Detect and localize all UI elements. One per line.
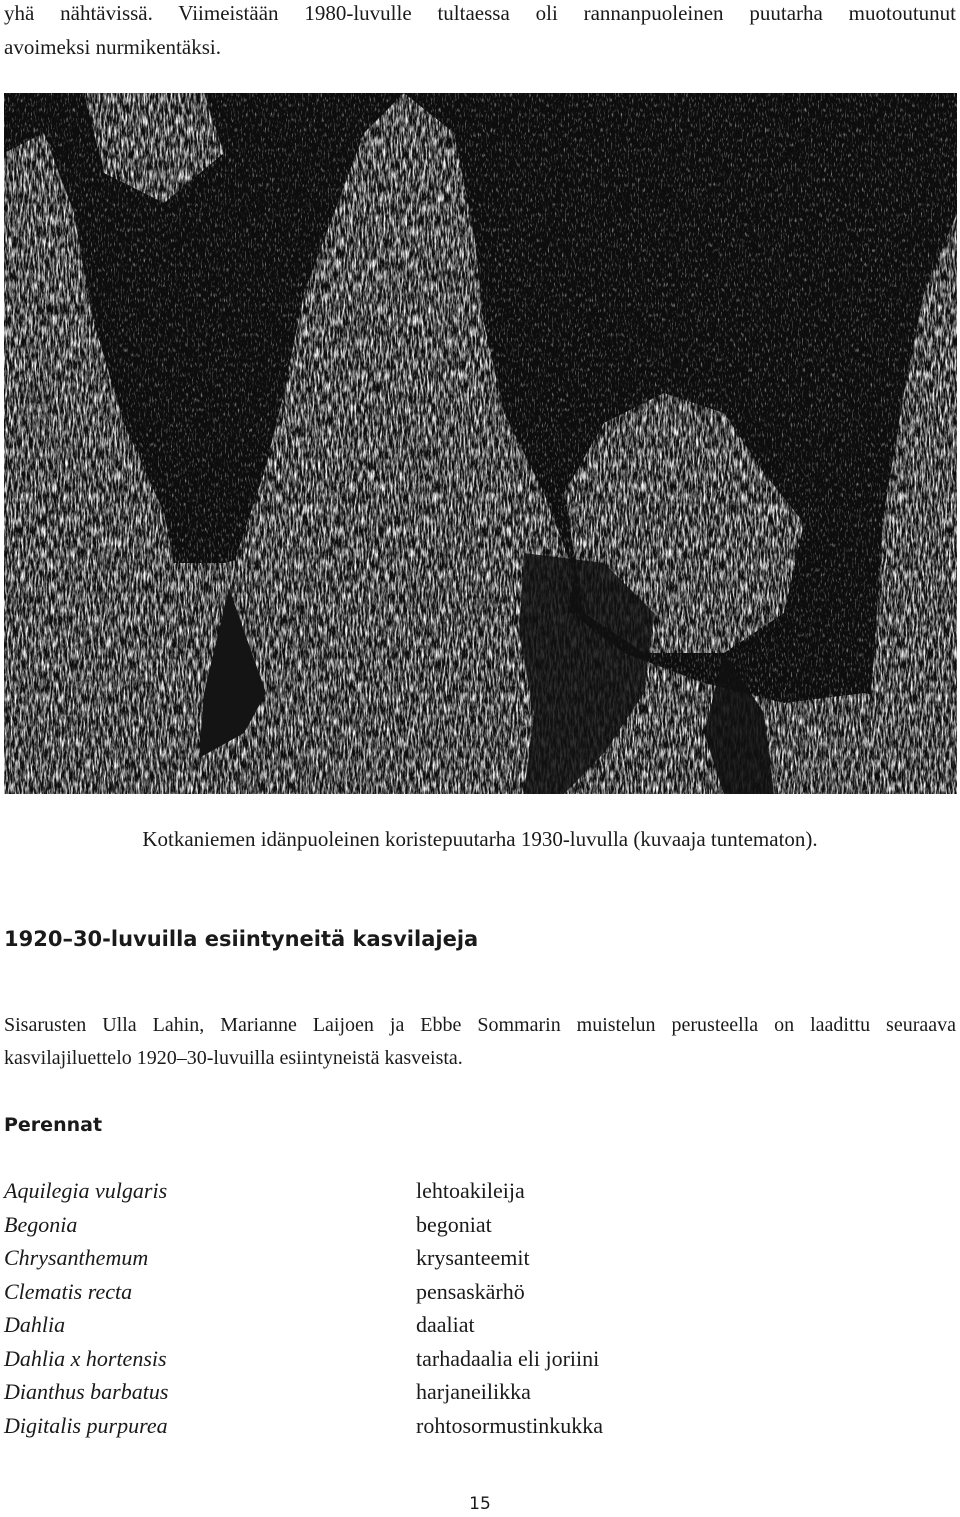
garden-photo [4, 93, 957, 794]
section-paragraph-line-2: kasvilajiluettelo 1920–30-luvuilla esiintyneistä kasveista. [4, 1047, 463, 1069]
page-number: 15 [469, 1494, 491, 1514]
plant-finnish-name: krysanteemit [416, 1245, 530, 1270]
plant-row [4, 1208, 704, 1242]
plant-row [4, 1375, 704, 1409]
plant-row [4, 1342, 704, 1376]
plant-row [4, 1275, 704, 1309]
section-paragraph [4, 1009, 956, 1075]
section-paragraph-line-1: Sisarusten Ulla Lahin, Marianne Laijoen ja Ebbe Sommarin muistelun perusteella on laadittu seuraava [4, 1014, 956, 1036]
plant-finnish-name: rohtosormustinkukka [416, 1412, 603, 1438]
intro-line-1: yhä nähtävissä. Viimeistään 1980-luvulle tultaessa oli rannanpuoleinen puutarha muotoutunut [4, 1, 956, 25]
plant-latin-name: Dianthus barbatus [4, 1379, 169, 1404]
plant-latin-name: Chrysanthemum [4, 1245, 149, 1270]
plant-finnish-name: tarhadaalia eli joriini [416, 1345, 600, 1371]
plant-latin-name: Dahlia x hortensis [4, 1345, 167, 1371]
intro-line-2: avoimeksi nurmikentäksi. [4, 35, 221, 59]
plant-latin-name: Aquilegia vulgaris [4, 1178, 168, 1203]
plant-row [4, 1174, 704, 1208]
plant-list [4, 1174, 704, 1442]
plant-latin-name: Digitalis purpurea [4, 1412, 168, 1438]
intro-paragraph [4, 0, 956, 64]
plant-row [4, 1308, 704, 1342]
section-heading: 1920–30-luvuilla esiintyneitä kasvilajeja [4, 927, 479, 951]
perennials-heading: Perennat [4, 1114, 103, 1136]
photo-caption: Kotkaniemen idänpuoleinen koristepuutarha 1930-luvulla (kuvaaja tuntematon). [142, 827, 818, 851]
plant-finnish-name: begoniat [416, 1211, 492, 1237]
plant-finnish-name: harjaneilikka [416, 1379, 531, 1404]
plant-latin-name: Begonia [4, 1211, 78, 1237]
plant-finnish-name: daaliat [416, 1312, 475, 1337]
plant-latin-name: Clematis recta [4, 1278, 133, 1304]
plant-row [4, 1409, 704, 1443]
plant-finnish-name: lehtoakileija [416, 1178, 525, 1203]
plant-row [4, 1241, 704, 1275]
plant-latin-name: Dahlia [4, 1312, 66, 1337]
plant-finnish-name: pensaskärhö [416, 1278, 525, 1304]
